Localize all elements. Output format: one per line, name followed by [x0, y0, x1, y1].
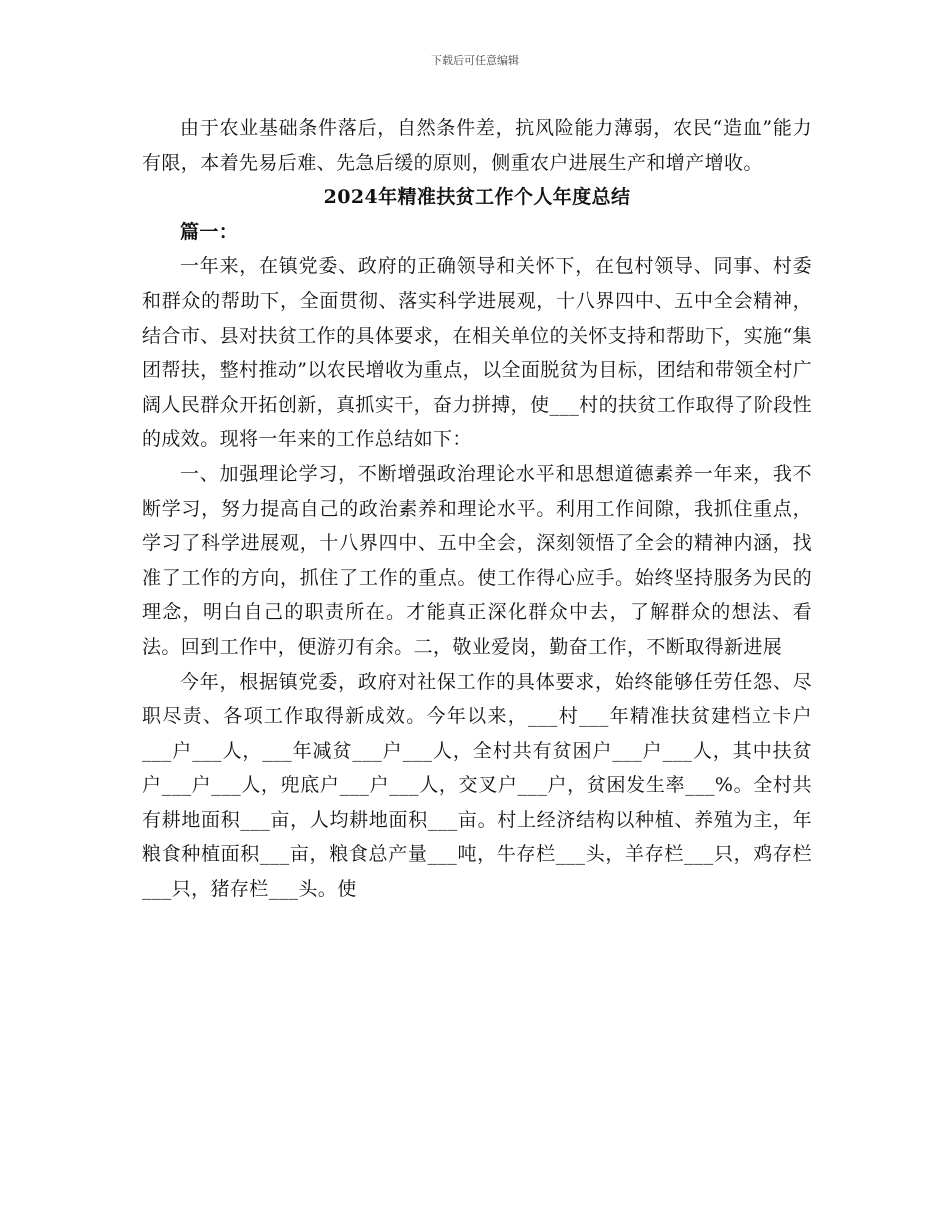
body-paragraph: 一、加强理论学习，不断增强政治理论水平和思想道德素养一年来，我不断学习，努力提高自己的政治素养和理论水平。利用工作间隙，我抓住重点，学习了科学进展观，十八界四中、五中全会，深刻领悟了全会的精神内涵，找准了工作的方向，抓住了工作的重点。使工作得心应手。始终坚持服务为民的理念，明白自己的职责所在。才能真正深化群众中去，了解群众的想法、看法。回到工作中，便游刃有余。二，敬业爱岗，勤奋工作，不断取得新进展 [142, 462, 812, 658]
intro-paragraph: 由于农业基础条件落后，自然条件差，抗风险能力薄弱，农民“造血”能力有限，本着先易后难、先急后缓的原则，侧重农户进展生产和增产增收。 [142, 117, 812, 174]
document-body [142, 111, 812, 907]
document-title: 2024年精准扶贫工作个人年度总结 [323, 186, 631, 209]
page-header: 下载后可任意编辑 [431, 54, 519, 67]
body-paragraph: 今年，根据镇党委，政府对社保工作的具体要求，始终能够任劳任怨、尽职尽责、各项工作取得新成效。今年以来，___村___年精准扶贫建档立卡户___户___人，___年减贫___户___人，全村共有贫困户___户___人，其中扶贫户___户___人，兜底户___户___人，交叉户___户，贫困发生率___%。全村共有耕地面积___亩，人均耕地面积___亩。村上经济结构以种植、养殖为主，年粮食种植面积___亩，粮食总产量___吨，牛存栏___头，羊存栏___只，鸡存栏___只，猪存栏___头。使 [142, 670, 812, 901]
section-label: 篇一： [180, 220, 239, 243]
body-paragraph: 一年来，在镇党委、政府的正确领导和关怀下，在包村领导、同事、村委和群众的帮助下，全面贯彻、落实科学进展观，十八界四中、五中全会精神，结合市、县对扶贫工作的具体要求，在相关单位的关怀支持和帮助下，实施“集团帮扶，整村推动”以农民增收为重点，以全面脱贫为目标，团结和带领全村广阔人民群众开拓创新，真抓实干，奋力拼搏，使___村的扶贫工作取得了阶段性的成效。现将一年来的工作总结如下： [142, 255, 812, 451]
